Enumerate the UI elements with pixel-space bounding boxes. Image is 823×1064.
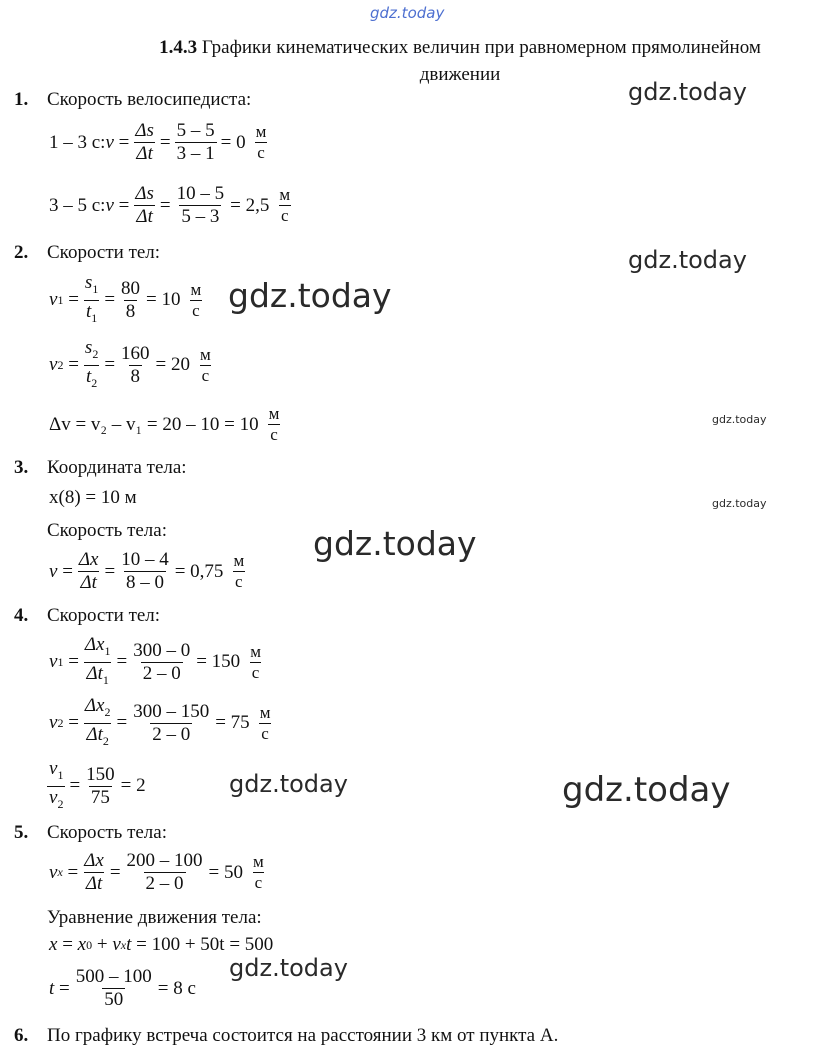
title-line-2: движении xyxy=(419,64,501,85)
equation: v 1 = $\frac{\Delta x_1}{\Delta t_1}$ = $\frac{300 - 0}{2 - 0}$ = 150 м с xyxy=(49,634,263,691)
problem-number: 6. xyxy=(14,1025,29,1046)
watermark: gdz.today xyxy=(628,78,747,106)
problem-number: 4. xyxy=(14,605,29,626)
equation: Δv = v₂ – v₁ = 20 – 10 = 10 м с xyxy=(49,404,280,444)
watermark: gdz.today xyxy=(628,246,747,274)
watermark: gdz.today xyxy=(712,497,767,510)
equation: v 2 = $\frac{\Delta x_2}{\Delta t_2}$ = $\frac{300 - 150}{2 - 0}$ = 75 м с xyxy=(49,695,272,752)
problem-heading: Скорость велосипедиста: xyxy=(47,89,252,110)
problem-number: 3. xyxy=(14,457,29,478)
section-title xyxy=(100,34,820,88)
problem-heading: По графику встреча состоится на расстоянии 3 км от пункта А. xyxy=(47,1025,559,1046)
equation: v = $\frac{\Delta x}{\Delta t}$ = $\frac{10 - 4}{8 - 0}$ = 0,75 м с xyxy=(49,549,245,593)
watermark: gdz.today xyxy=(562,770,731,810)
watermark: gdz.today xyxy=(313,524,477,563)
equation: 1 – 3 с: v = $\frac{\Delta s}{\Delta t}$ = $\frac{5 - 5}{3 - 1}$ = 0 м с xyxy=(49,120,267,164)
problem-number: 2. xyxy=(14,242,29,263)
problem-heading: Скорости тел: xyxy=(47,605,161,626)
subheading: Уравнение движения тела: xyxy=(47,907,262,928)
title-line-1: Графики кинематических величин при равномерном прямолинейном xyxy=(201,37,761,58)
equation: t = $\frac{500 - 100}{50}$ = 8 с xyxy=(49,966,196,1010)
watermark: gdz.today xyxy=(228,276,392,315)
motion-equation: x = x 0 + v x t = 100 + 50t = 500 xyxy=(49,934,274,955)
equation: v x = $\frac{\Delta x}{\Delta t}$ = $\frac{200 - 100}{2 - 0}$ = 50 м с xyxy=(49,850,264,894)
problem-number: 5. xyxy=(14,822,29,843)
equation: 3 – 5 с: v = $\frac{\Delta s}{\Delta t}$ = $\frac{10 - 5}{5 - 3}$ = 2,5 м с xyxy=(49,183,291,227)
problem-heading: Координата тела: xyxy=(47,457,187,478)
subheading: Скорость тела: xyxy=(47,520,167,541)
problem-heading: Скорости тел: xyxy=(47,242,161,263)
watermark: gdz.today xyxy=(712,413,767,426)
equation: v 2 = $\frac{s_2}{t_2}$ = $\frac{160}{8}$ = 20 м с xyxy=(49,337,213,394)
coordinate-value: x(8) = 10 м xyxy=(49,487,137,508)
problem-number: 1. xyxy=(14,89,29,110)
watermark-top: gdz.today xyxy=(370,4,445,22)
watermark: gdz.today xyxy=(229,954,348,982)
watermark: gdz.today xyxy=(229,770,348,798)
equation: v 1 = $\frac{s_1}{t_1}$ = $\frac{80}{8}$ = 10 м с xyxy=(49,272,203,329)
section-number: 1.4.3 xyxy=(159,37,198,58)
problem-heading: Скорость тела: xyxy=(47,822,167,843)
equation: $\frac{v_1}{v_2}$ = $\frac{150}{75}$ = 2 xyxy=(47,758,146,815)
